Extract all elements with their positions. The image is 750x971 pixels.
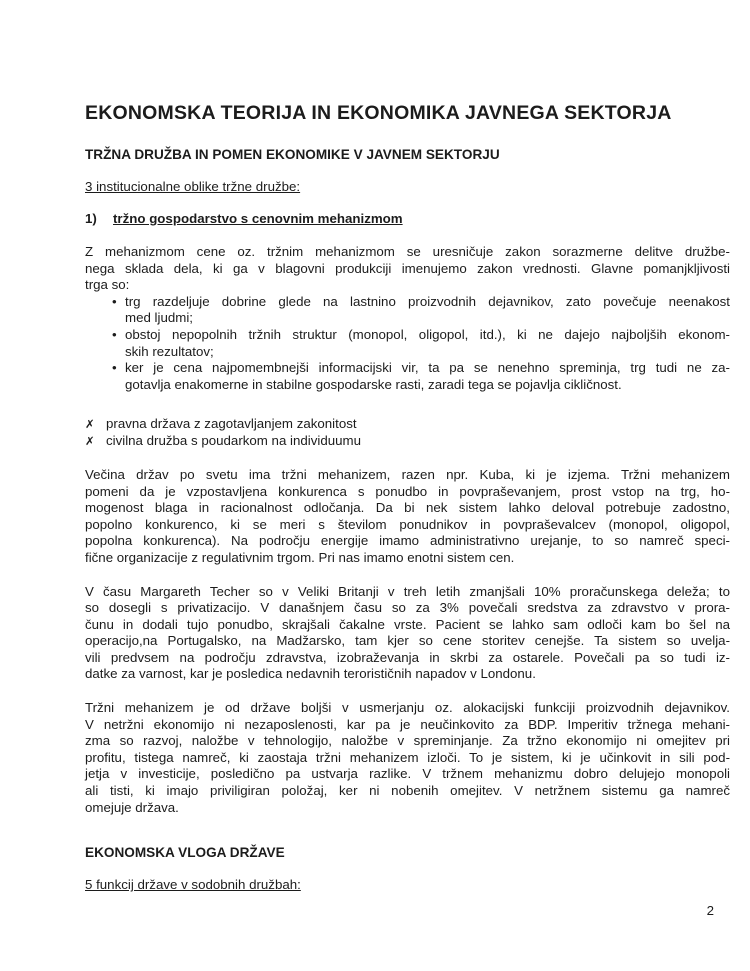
text-line: med ljudmi; (125, 310, 193, 326)
list-number: 1) (85, 211, 97, 226)
paragraph (85, 467, 730, 567)
text-line: Z mehanizmom cene oz. tržnim mehanizmom se uresničuje zakon sorazmerne delitve družbe- (85, 244, 730, 259)
text-line: ali tisti, ki imajo priviligiran položaj, ker ni nobenih omejitev. V netržnem sistemu ga namreč (85, 783, 730, 799)
text-line: V času Margareth Techer so v Veliki Britanji v treh letih zmanjšali 10% proračunskega deleža; to (85, 583, 730, 599)
text-line: pomeni da je vzpostavljena konkurenca s ponudbo in povpraševanjem, prost vstop na trg, ho- (85, 483, 730, 499)
bullet-item (85, 294, 730, 327)
bullet-text (125, 327, 730, 360)
x-list-item (85, 433, 730, 450)
x-item-text: pravna država z zagotavljanjem zakonitost (106, 416, 357, 432)
bullet-item (85, 360, 730, 393)
ballot-x-icon: ✗ (85, 419, 95, 432)
text-line: Večina držav po svetu ima tržni mehanizem, razen npr. Kuba, ki je izjema. Tržni mehanizem (85, 466, 730, 482)
text-line: čunu in dodali tujo ponudbo, skrajšali čakalne vrste. Pacient se lahko sam odloči kam bo šel na (85, 616, 730, 632)
text-line: vili predvsem na področju zdravstva, izobraževanja in skrbi za ostarele. Povečali pa so tudi iz- (85, 649, 730, 665)
bullet-icon: • (112, 360, 117, 376)
text-line: popolna konkurenca). Na področju energije imamo administrativno urejanje, to so namreč speci- (85, 533, 730, 549)
x-list (85, 416, 730, 450)
ballot-x-icon: ✗ (85, 436, 95, 449)
paragraph (85, 244, 730, 294)
text-line: omejuje država. (85, 799, 179, 815)
text-line: trga so: (85, 277, 130, 293)
document-title: EKONOMSKA TEORIJA IN EKONOMIKA JAVNEGA SEKTORJA (85, 102, 672, 124)
underlined-lead: 5 funkcij države v sodobnih družbah: (85, 877, 301, 893)
text-line: fične organizacije z regulativnim trgom. Pri nas imamo enotni sistem cen. (85, 549, 515, 565)
text-line: nega sklada dela, ki ga v blagovni produkciji imenujemo zakon vrednosti. Glavne pomanjkljivosti (85, 260, 730, 276)
page-number: 2 (706, 903, 714, 918)
text-line: jetja v investicije, posledično pa ustvarja razlike. V tržnem mehanizmu dobro delujejo monopoli (85, 766, 730, 782)
document-body (85, 146, 730, 893)
x-list-item (85, 416, 730, 433)
bullet-list (85, 294, 730, 394)
section-heading: TRŽNA DRUŽBA IN POMEN EKONOMIKE V JAVNEM SEKTORJU (85, 147, 500, 162)
text-line: datke za varnost, kar je posledica nedavnih terorističnih napadov v Londonu. (85, 666, 536, 682)
bullet-icon: • (112, 293, 117, 309)
numbered-heading-text: tržno gospodarstvo s cenovnim mehanizmom (113, 211, 403, 226)
text-line: mogenost blaga in racionalnost odločanja. Da bi nek sistem lahko deloval potrebuje zadostno, (85, 500, 730, 516)
page-content (85, 101, 730, 893)
bullet-text (125, 294, 730, 327)
x-item-text: civilna družba s poudarkom na individuumu (106, 433, 361, 449)
text-line: so dosegli s privatizacijo. V današnjem času so za 3% povečali sredstva za zdravstvo v prora- (85, 600, 730, 616)
bullet-text (125, 360, 730, 393)
text-line: Tržni mehanizem je od države boljši v usmerjanju oz. alokacijski funkciji proizvodnih dejavnikov. (85, 700, 730, 716)
underlined-lead: 3 institucionalne oblike tržne družbe: (85, 179, 301, 194)
text-line: ker je cena najpomembnejši informacijski vir, ta pa se nenehno spreminja, trg tudi ne za- (125, 360, 730, 376)
numbered-heading (85, 210, 730, 227)
paragraph (85, 700, 730, 816)
section-heading: EKONOMSKA VLOGA DRŽAVE (85, 845, 285, 861)
text-line: V netržni ekonomijo ni nezaposlenosti, kar pa je neučinkovito za BDP. Imperitiv tržnega mehani- (85, 716, 730, 732)
text-line: profitu, tistega namreč, ki zaostaja tržni mehanizem izloči. To je sistem, ki je učinkovit in sili pod- (85, 749, 730, 765)
text-line: gotavlja enakomerne in stabilne gospodarske rasti, zaradi tega se pojavlja cikličnost. (125, 376, 622, 392)
text-line: trg razdeljuje dobrine glede na lastnino proizvodnih dejavnikov, zato povečuje neenakost (125, 293, 730, 309)
bullet-icon: • (112, 326, 117, 342)
bullet-item (85, 327, 730, 360)
text-line: operacijo,na Portugalsko, na Madžarsko, tam kjer so cene storitev cenejše. Ta sistem so uvelja- (85, 633, 730, 649)
paragraph (85, 584, 730, 684)
text-line: skih rezultatov; (125, 343, 214, 359)
text-line: popolno konkurenco, ki se meri s številom ponudnikov in povpraševalcev (monopol, oligopol, (85, 516, 730, 532)
text-line: obstoj nepopolnih tržnih struktur (monopol, oligopol, itd.), ki ne dajejo najboljših ekonom- (125, 326, 730, 342)
text-line: zma so razvoj, naložbe v tehnologijo, naložbe v spreminjanje. Za tržno ekonomijo ni omejitev pri (85, 733, 730, 749)
